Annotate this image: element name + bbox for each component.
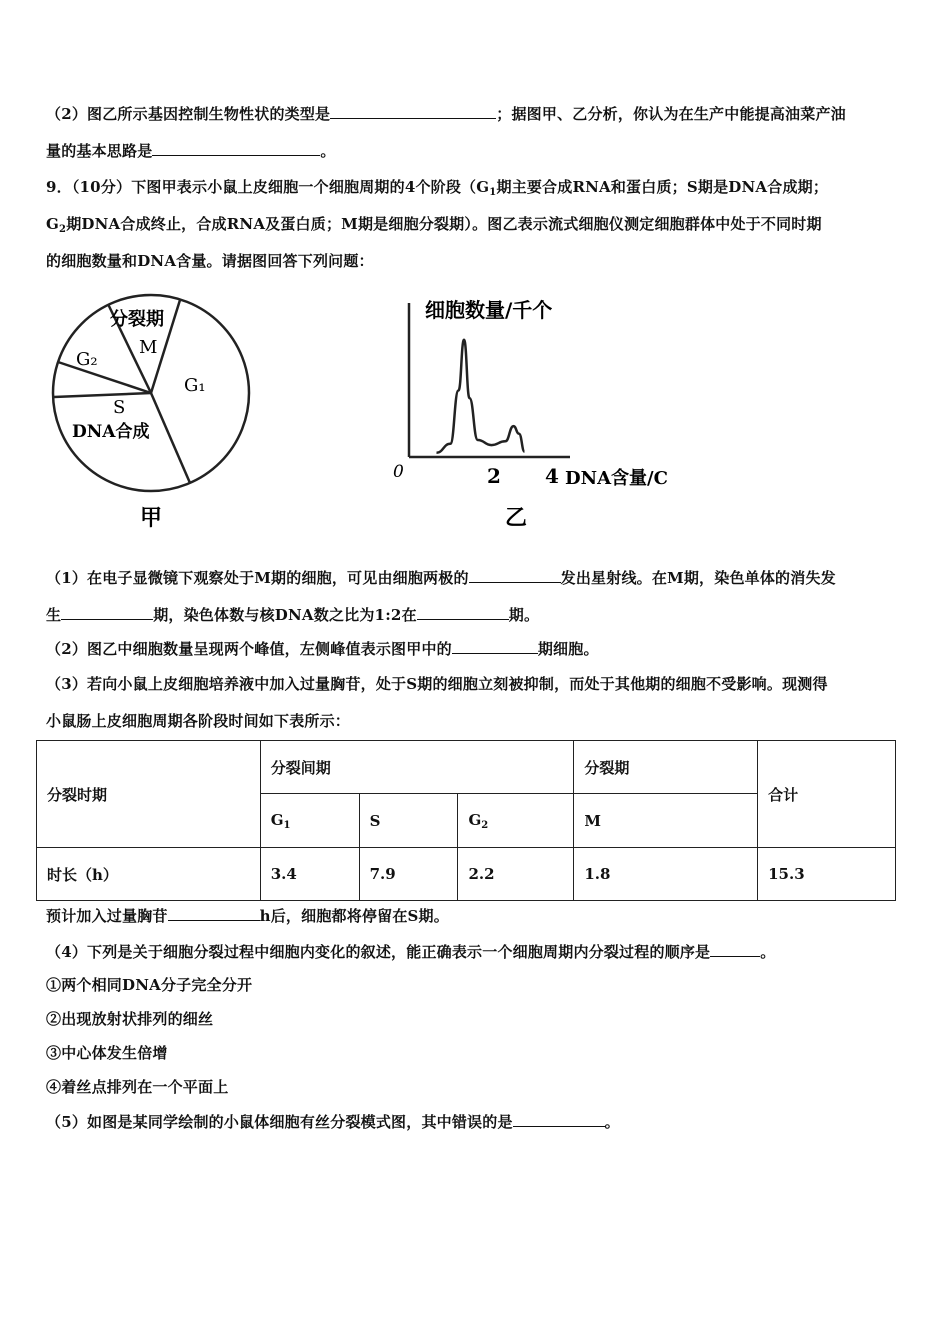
answer-blank[interactable] <box>61 605 153 620</box>
dna-content-curve <box>437 340 525 453</box>
table-cell-g2: 2.2 <box>458 848 574 901</box>
option-3: ③中心体发生倍增 <box>46 1044 168 1062</box>
label-g1: G₁ <box>184 375 206 396</box>
figure-jia-cell-cycle <box>40 285 270 545</box>
label-split-phase: 分裂期 <box>110 309 164 330</box>
q9-3-after-table: 预计加入过量胸苷 h后，细胞都将停留在S期。 <box>46 907 449 925</box>
x-tick-2: 2 <box>487 464 501 488</box>
q9-2-line: （2）图乙中细胞数量呈现两个峰值，左侧峰值表示图甲中的 期细胞。 <box>46 640 599 658</box>
q9-4-line: （4）下列是关于细胞分裂过程中细胞内变化的叙述，能正确表示一个细胞周期内分裂过程的顺序是 。 <box>46 943 776 961</box>
label-g2: G₂ <box>76 349 98 370</box>
table-header-m: M <box>574 794 758 848</box>
q9-5-line: （5）如图是某同学绘制的小鼠体细胞有丝分裂模式图，其中错误的是 。 <box>46 1113 620 1131</box>
table-header-g2: $G_2$ <box>458 794 574 848</box>
caption-yi: 乙 <box>505 505 528 531</box>
x-tick-4: 4 <box>545 464 559 488</box>
q9-intro-line3: 的细胞数量和DNA含量。请据图回答下列问题： <box>46 252 374 270</box>
q9-intro-line2: $G_2$期DNA合成终止，合成RNA及蛋白质；M期是细胞分裂期）。图乙表示流式细胞仪测定细胞群体中处于不同时期 <box>46 215 822 235</box>
divider-s-left <box>54 393 151 397</box>
divider-s-g1 <box>151 393 190 483</box>
caption-jia: 甲 <box>140 505 163 531</box>
figure-yi-chart <box>385 285 705 545</box>
label-m: M <box>139 337 158 358</box>
origin-label: 0 <box>393 462 404 482</box>
q9-intro-line1: 9．（10分）下图甲表示小鼠上皮细胞一个细胞周期的4个阶段（$G_1$期主要合成RNA和蛋白质；S期是DNA合成期； <box>46 178 829 198</box>
answer-blank[interactable] <box>469 568 561 583</box>
table-header-total: 合计 <box>758 741 896 848</box>
option-2: ②出现放射状排列的细丝 <box>46 1010 214 1028</box>
table-row-label: 时长（h） <box>37 848 261 901</box>
table-header-g1: $G_1$ <box>260 794 359 848</box>
answer-blank[interactable] <box>417 605 509 620</box>
q8-part2-line2: 量的基本思路是 。 <box>46 142 336 160</box>
table-cell-m: 1.8 <box>574 848 758 901</box>
answer-blank[interactable] <box>330 104 496 119</box>
table-header-interphase: 分裂间期 <box>260 741 574 794</box>
answer-blank[interactable] <box>452 639 538 654</box>
label-dna-synthesis: DNA合成 <box>72 422 150 442</box>
q8-part2-line1: （2）图乙所示基因控制生物性状的类型是 ；据图甲、乙分析，你认为在生产中能提高油菜产油 <box>46 105 846 123</box>
q9-3-line2: 小鼠肠上皮细胞周期各阶段时间如下表所示： <box>46 712 351 730</box>
x-axis-label: DNA含量/C <box>565 468 668 489</box>
answer-blank[interactable] <box>513 1112 605 1127</box>
answer-blank[interactable] <box>710 942 760 957</box>
table-header-s: S <box>359 794 458 848</box>
table-header-phase: 分裂时期 <box>37 741 261 848</box>
answer-blank[interactable] <box>168 906 260 921</box>
table-cell-total: 15.3 <box>758 848 896 901</box>
cell-cycle-time-table <box>36 740 896 901</box>
label-s: S <box>113 397 126 418</box>
y-axis-label: 细胞数量/千个 <box>425 298 553 322</box>
table-header-division: 分裂期 <box>574 741 758 794</box>
answer-blank[interactable] <box>152 141 320 156</box>
q9-1-line2: 生 期，染色体数与核DNA数之比为1:2在 期。 <box>46 606 540 624</box>
q9-1-line1: （1）在电子显微镜下观察处于M期的细胞，可见由细胞两极的 发出星射线。在M期，染色单体的消失发 <box>46 569 836 587</box>
q9-3-line1: （3）若向小鼠上皮细胞培养液中加入过量胸苷，处于S期的细胞立刻被抑制，而处于其他期的细胞不受影响。现测得 <box>46 675 828 693</box>
option-4: ④着丝点排列在一个平面上 <box>46 1078 229 1096</box>
option-1: ①两个相同DNA分子完全分开 <box>46 976 253 994</box>
table-cell-g1: 3.4 <box>260 848 359 901</box>
table-cell-s: 7.9 <box>359 848 458 901</box>
